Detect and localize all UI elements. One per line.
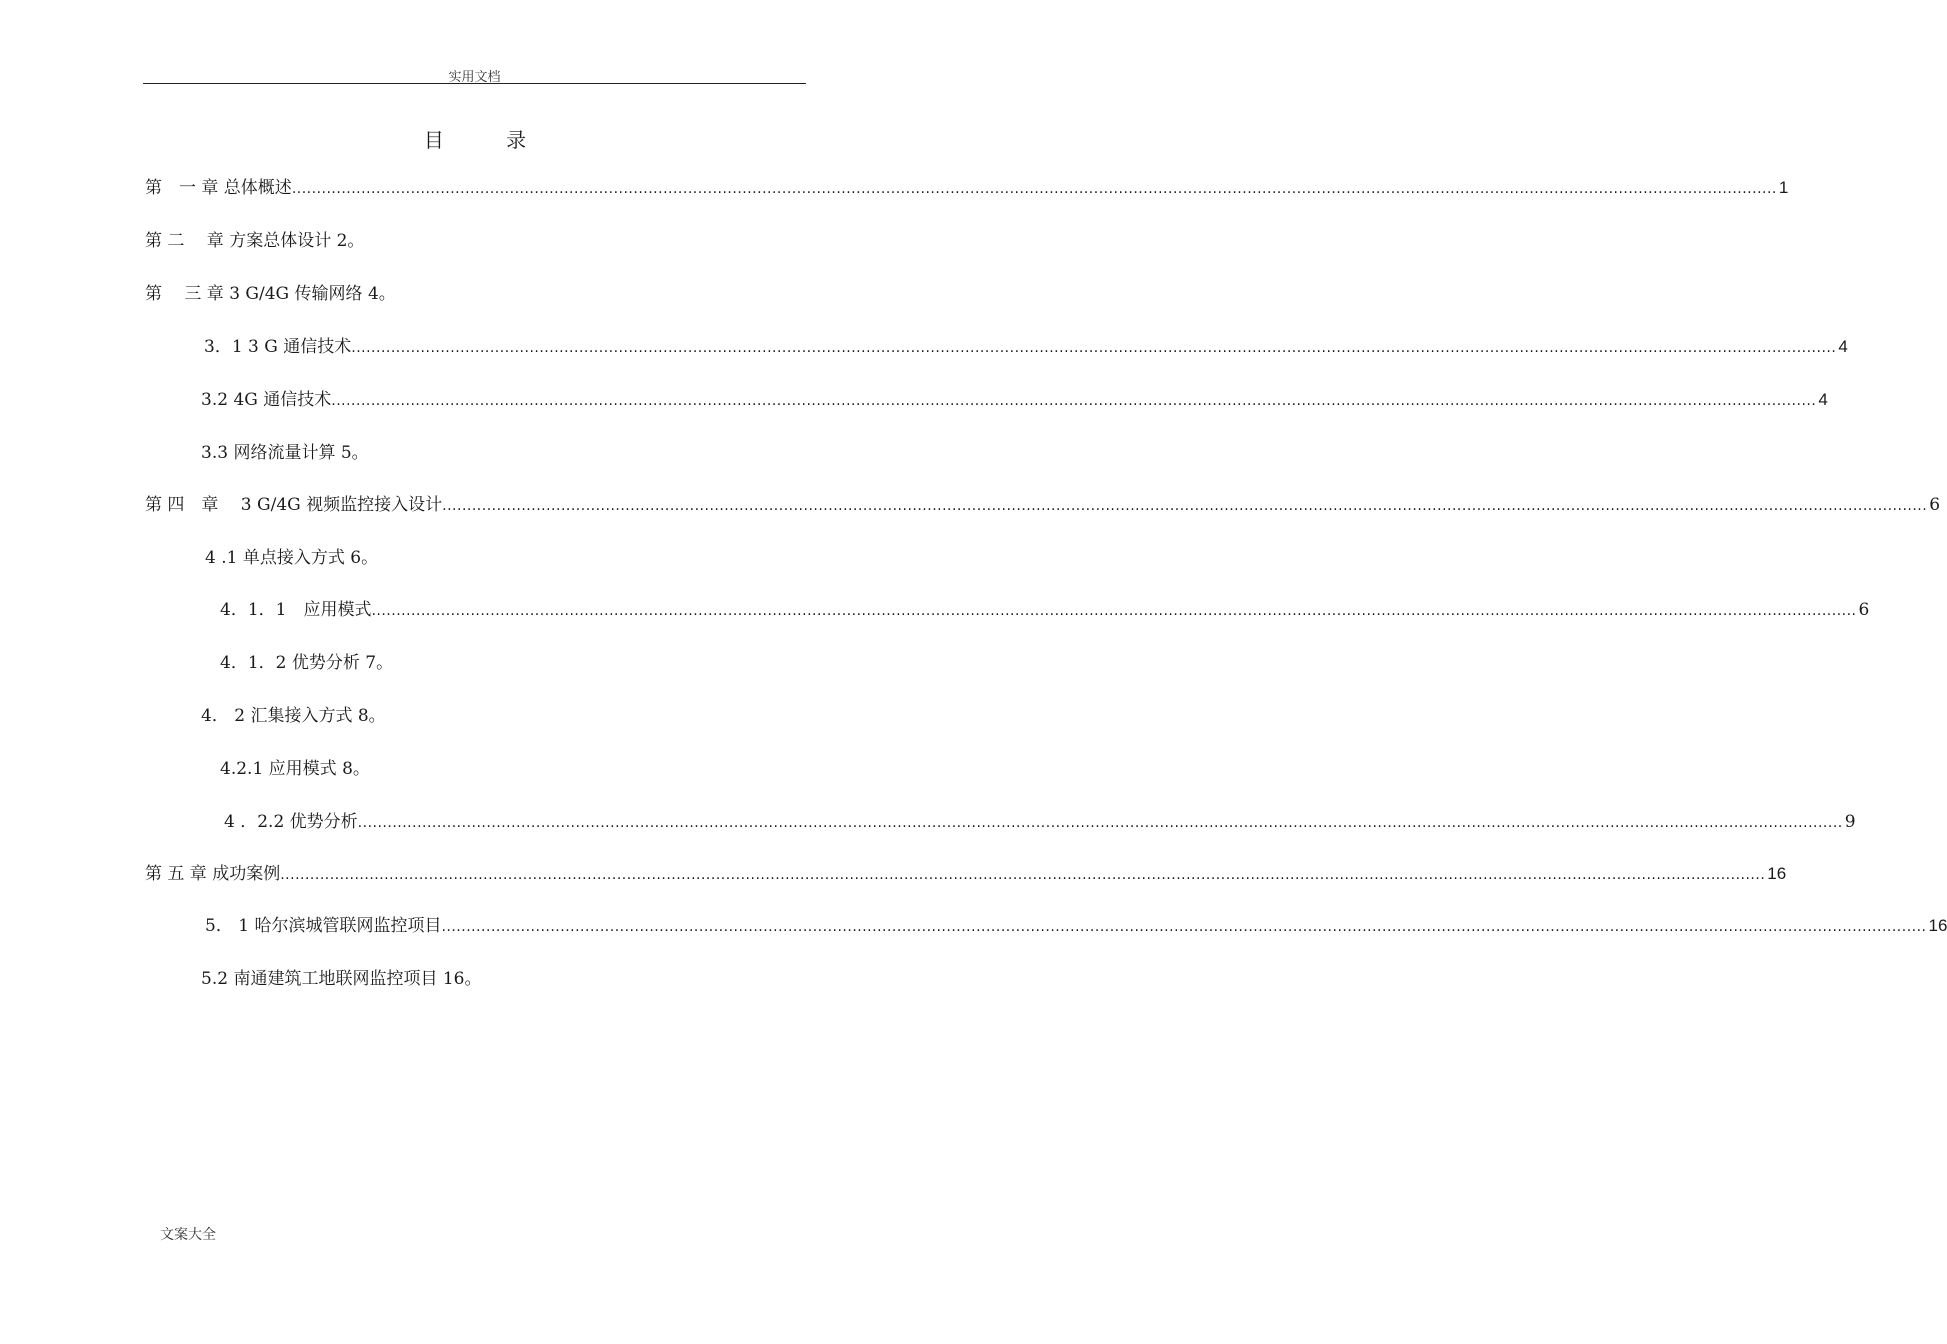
toc-entry-label: 3.3 网络流量计算 5。: [201, 443, 369, 463]
page-footer: 文案大全: [160, 1227, 216, 1243]
toc-entry-chapter-3[interactable]: [145, 282, 396, 306]
toc-entry-label: 4． 2 汇集接入方式 8。: [201, 706, 386, 726]
toc-entry-page: 4: [1818, 390, 1828, 409]
toc-entry-4-1-1[interactable]: [220, 598, 1870, 622]
toc-entry-4-2[interactable]: [201, 704, 386, 728]
toc-entry-chapter-4[interactable]: [145, 493, 1941, 517]
toc-entry-3-2[interactable]: [201, 388, 1828, 412]
toc-entry-3-3[interactable]: [201, 441, 369, 465]
toc-entry-5-1[interactable]: [205, 914, 1947, 938]
toc-leader-dots: ............................................................................................................................................................................................................................................................................................................: [441, 919, 1927, 935]
toc-leader-dots: ............................................................................................................................................................................................................................................................................................................: [371, 603, 1857, 619]
toc-entry-label: 第 四 章 3 G/4G 视频监控接入设计: [145, 495, 443, 515]
header-rule: [143, 83, 806, 84]
toc-entry-page: 16: [1928, 916, 1947, 935]
toc-entry-page: 6: [1929, 495, 1941, 515]
page-header: 实用文档: [448, 70, 501, 85]
toc-entry-label: 4 ．2.2 优势分析: [224, 812, 358, 832]
toc-entry-4-1-2[interactable]: [220, 651, 393, 675]
toc-entry-chapter-5[interactable]: [145, 862, 1787, 886]
toc-entry-label: 第 二 章 方案总体设计 2。: [145, 231, 365, 251]
toc-leader-dots: ............................................................................................................................................................................................................................................................................................................: [357, 815, 1843, 831]
toc-entry-4-2-1[interactable]: [220, 757, 370, 781]
toc-leader-dots: ............................................................................................................................................................................................................................................................................................................: [442, 498, 1928, 514]
toc-entry-label: 5． 1 哈尔滨城管联网监控项目: [205, 916, 442, 936]
toc-entry-label: 4 .1 单点接入方式 6。: [205, 548, 379, 568]
toc-leader-dots: ............................................................................................................................................................................................................................................................................................................: [291, 181, 1777, 197]
toc-entry-label: 4．1．1 应用模式: [220, 600, 372, 620]
toc-entry-page: 6: [1858, 600, 1870, 620]
toc-entry-chapter-2[interactable]: [145, 229, 364, 253]
toc-entry-page: 1: [1778, 178, 1789, 197]
toc-entry-label: 3.2 4G 通信技术: [201, 390, 332, 410]
toc-entry-label: 5.2 南通建筑工地联网监控项目 16。: [201, 969, 482, 989]
toc-entry-label: 第 五 章 成功案例: [145, 864, 281, 884]
toc-entry-3-1[interactable]: [204, 335, 1848, 359]
toc-entry-chapter-1[interactable]: [145, 176, 1789, 200]
toc-entry-label: 4．1．2 优势分析 7。: [220, 653, 394, 673]
toc-entry-page: 4: [1838, 337, 1848, 356]
toc-entry-4-1[interactable]: [205, 546, 378, 570]
toc-entry-label: 3．1 3 G 通信技术: [204, 337, 352, 357]
toc-entry-label: 第 三 章 3 G/4G 传输网络 4。: [145, 284, 396, 304]
toc-entry-4-2-2[interactable]: [224, 810, 1856, 834]
toc-entry-5-2[interactable]: [201, 967, 481, 991]
toc-title: 目 录: [423, 128, 555, 152]
toc-leader-dots: ............................................................................................................................................................................................................................................................................................................: [351, 340, 1837, 356]
toc-leader-dots: ............................................................................................................................................................................................................................................................................................................: [331, 393, 1817, 409]
toc-entry-page: 9: [1844, 812, 1856, 832]
toc-leader-dots: ............................................................................................................................................................................................................................................................................................................: [280, 867, 1766, 883]
toc-entry-page: 16: [1767, 864, 1787, 883]
toc-entry-label: 第 一 章 总体概述: [145, 178, 292, 198]
toc-entry-label: 4.2.1 应用模式 8。: [220, 759, 370, 779]
